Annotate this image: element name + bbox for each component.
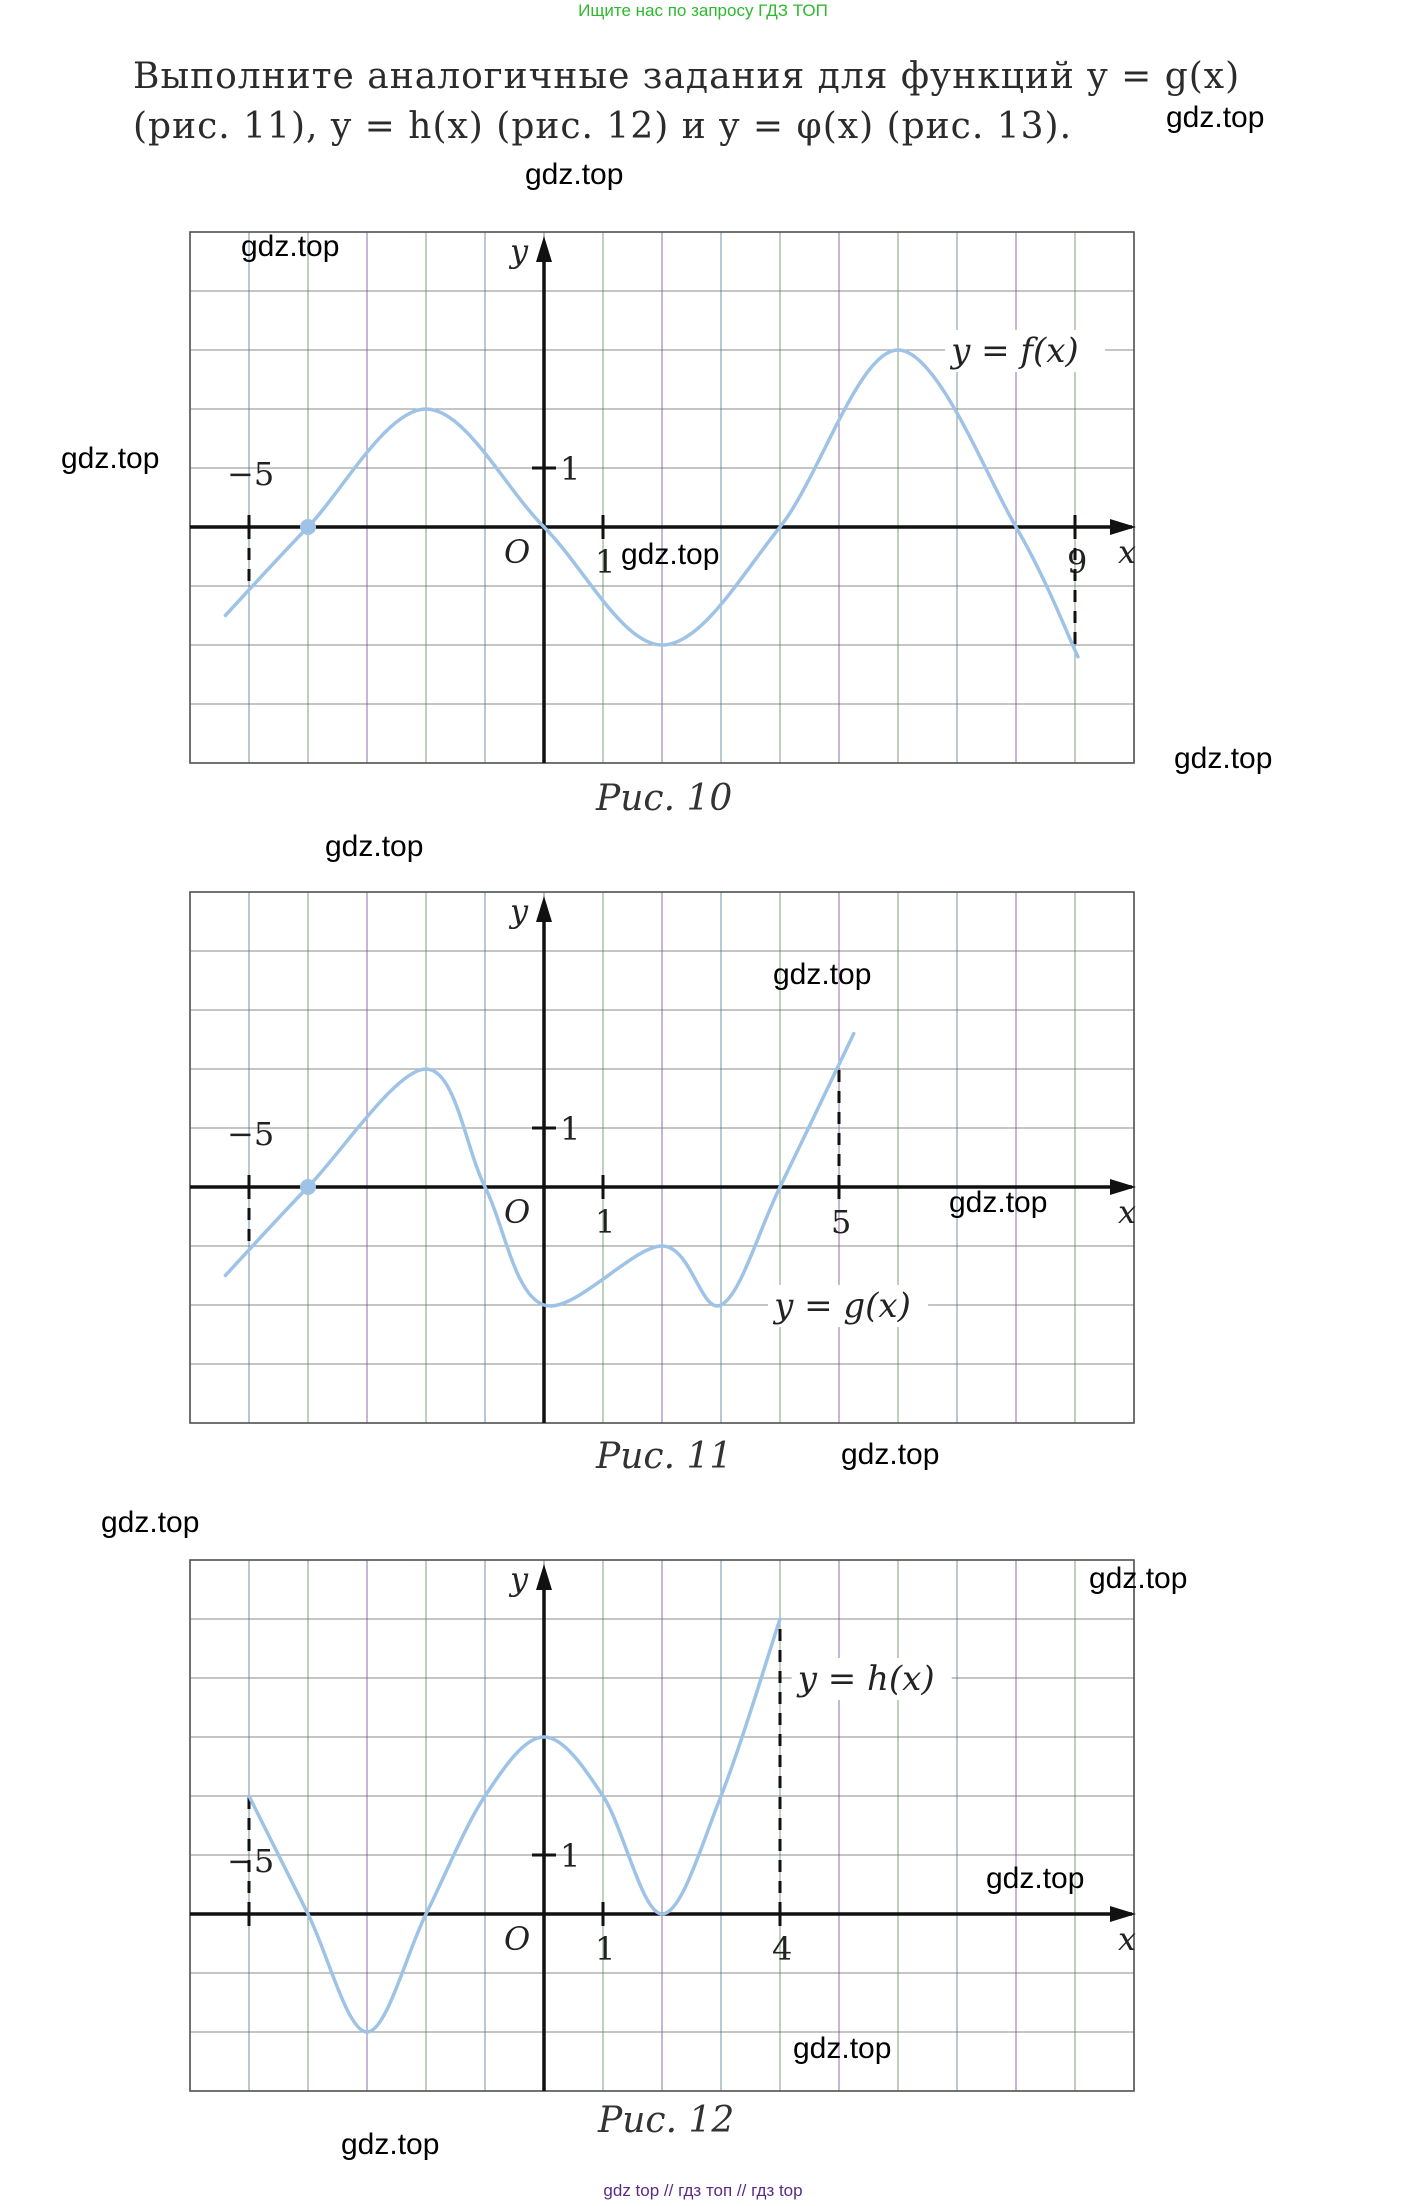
watermark: gdz.top [621,538,720,571]
fig0-x-tick-label: −5 [227,455,275,493]
watermark: gdz.top [1166,101,1265,134]
fig2-x-axis-label: x [1118,1920,1137,1958]
fig0-function-curve [225,350,1078,657]
fig0-function-label: y = f(x) [951,331,1079,371]
fig1-y-axis-arrow [536,896,552,922]
watermark: gdz.top [61,442,160,475]
fig2-x-tick-label: −5 [227,1842,275,1880]
fig0-y-axis-arrow [536,236,552,262]
fig2-function-label: y = h(x) [797,1659,935,1699]
fig1-x-tick-label: 1 [595,1203,616,1241]
watermark: gdz.top [841,1438,940,1471]
fig2-y-tick-label: 1 [560,1837,581,1875]
fig1-y-axis-label: y [510,892,529,930]
fig0-x-tick-label: 1 [595,543,616,581]
caption-fig-11: Рис. 11 [596,1436,733,1477]
footer: gdz top // гдз топ // гдз top [603,2181,803,2200]
fig0-curve-marker [300,519,316,535]
watermark: gdz.top [525,158,624,191]
fig2-function-curve [249,1619,780,2032]
fig0-x-tick-label: 9 [1067,543,1088,581]
fig2-origin-label: O [504,1920,531,1958]
fig1-function-curve [225,1034,853,1306]
fig1-x-tick-label: 5 [831,1203,852,1241]
fig1-x-axis-label: x [1118,1193,1137,1231]
top-banner: Ищите нас по запросу ГДЗ ТОП [578,1,828,20]
caption-fig-12: Рис. 12 [598,2100,735,2141]
watermark: gdz.top [1089,1562,1188,1595]
watermark: gdz.top [949,1186,1048,1219]
watermark: gdz.top [325,830,424,863]
task-line-2: (рис. 11), y = h(x) (рис. 12) и y = φ(x) (рис. 13). [133,106,1073,147]
fig2-y-axis-arrow [536,1564,552,1590]
watermark: gdz.top [793,2032,892,2065]
task-line-1: Выполните аналогичные задания для функций y = g(x) [133,56,1241,97]
fig1-function-label: y = g(x) [774,1286,911,1326]
watermark: gdz.top [773,958,872,991]
watermark: gdz.top [101,1506,200,1539]
watermark: gdz.top [241,230,340,263]
watermark: gdz.top [986,1862,1085,1895]
fig0-y-axis-label: y [510,232,529,270]
fig0-origin-label: O [504,533,531,571]
watermark: gdz.top [1174,742,1273,775]
fig1-x-tick-label: −5 [227,1115,275,1153]
fig2-x-tick-label: 4 [772,1930,793,1968]
fig1-origin-label: O [504,1193,531,1231]
watermark: gdz.top [341,2128,440,2161]
fig2-y-axis-label: y [510,1560,529,1598]
fig0-y-tick-label: 1 [560,450,581,488]
fig2-x-tick-label: 1 [595,1930,616,1968]
caption-fig-10: Рис. 10 [596,778,733,819]
fig0-x-axis-label: x [1118,533,1137,571]
fig1-curve-marker [300,1179,316,1195]
fig1-y-tick-label: 1 [560,1110,581,1148]
